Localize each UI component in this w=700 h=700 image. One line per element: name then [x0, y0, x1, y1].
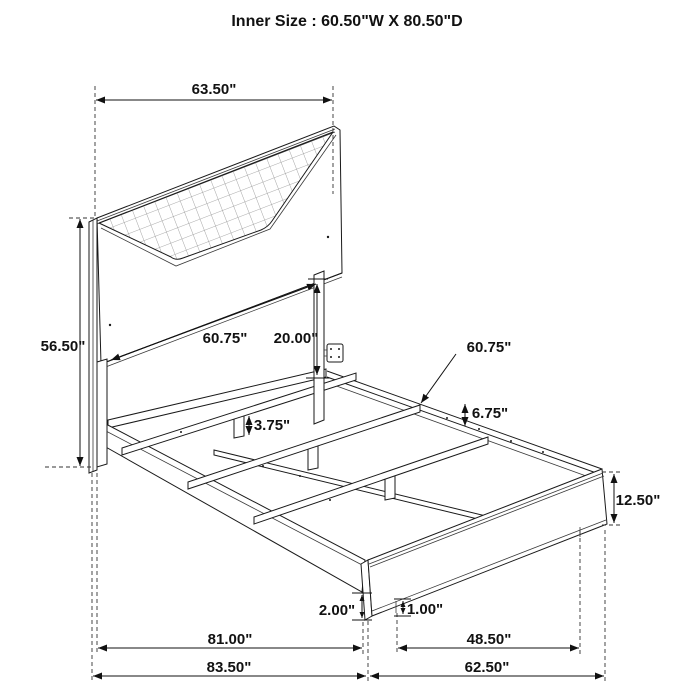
dim-footboard-height-label: 12.50": [615, 492, 661, 509]
dim-headboard-width-label: 63.50": [191, 81, 237, 98]
dim-footboard-outer-width: [370, 659, 604, 676]
page-title: Inner Size : 60.50"W X 80.50"D: [231, 13, 463, 30]
dim-slat-spacing-label: 6.75": [471, 405, 509, 422]
dim-frame-inner-length: [98, 631, 362, 648]
dim-footboard-inner-width: [398, 631, 579, 648]
dim-slat-leg-height-label: 3.75": [253, 417, 291, 434]
dim-headboard-width: [96, 81, 332, 100]
dim-headboard-clearance-label: 20.00": [273, 330, 319, 347]
dim-frame-inner-length-label: 81.00": [207, 631, 253, 648]
dim-side-rail-clearance-label: 2.00": [318, 602, 356, 619]
dim-footboard-height: [614, 474, 660, 523]
dim-footboard-outer-width-label: 62.50": [464, 659, 510, 676]
rail-bracket: [324, 344, 343, 362]
dim-headboard-inner-width-label: 60.75": [202, 330, 248, 347]
footboard-panel: [368, 469, 607, 616]
headboard-right-leg: [314, 271, 324, 424]
dim-slat-length: [421, 339, 511, 403]
footboard: [361, 469, 607, 620]
dim-frame-outer-length-label: 83.50": [206, 659, 252, 676]
dim-frame-outer-length: [93, 659, 366, 676]
dim-footboard-base-label: 1.00": [406, 601, 444, 618]
dim-slat-length-label: 60.75": [466, 339, 512, 356]
dim-slat-leg-height: [249, 416, 290, 435]
bed-drawing: [89, 126, 607, 620]
dim-headboard-height: [41, 219, 86, 466]
dim-headboard-height-label: 56.50": [40, 338, 86, 355]
slats: [122, 373, 488, 524]
dim-footboard-inner-width-label: 48.50": [466, 631, 512, 648]
